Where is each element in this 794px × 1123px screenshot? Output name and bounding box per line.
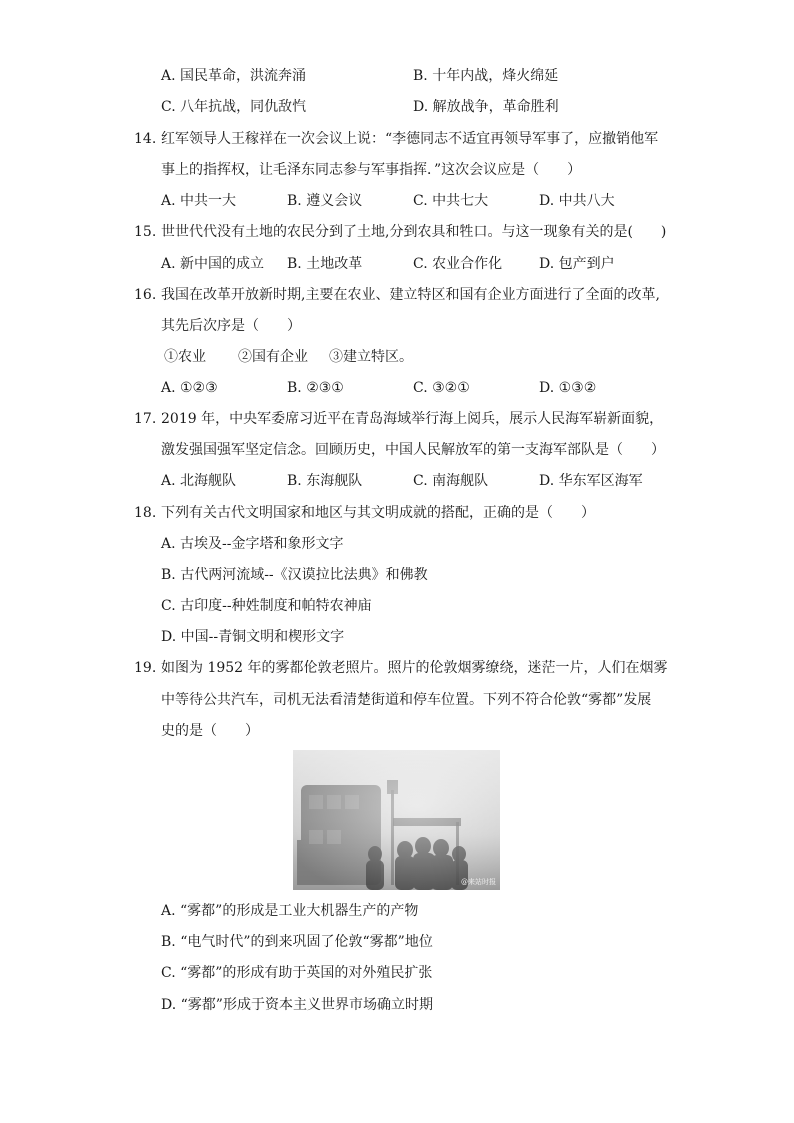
q19-option-c[interactable]: C. “雾都”的形成有助于英国的对外殖民扩张 xyxy=(161,965,433,981)
q13-option-d[interactable]: D. 解放战争，革命胜利 xyxy=(413,99,559,115)
q13-option-b[interactable]: B. 十年内战，烽火绵延 xyxy=(413,68,559,84)
q19-number: 19. xyxy=(134,660,157,676)
london-fog-photo xyxy=(293,750,500,890)
q17-option-b[interactable]: B. 东海舰队 xyxy=(287,473,363,489)
q14-option-b[interactable]: B. 遵义会议 xyxy=(287,193,363,209)
q16-item-1: ①农业 xyxy=(164,349,206,365)
q14-option-c[interactable]: C. 中共七大 xyxy=(413,193,489,209)
q18-option-c[interactable]: C. 古印度--种姓制度和帕特农神庙 xyxy=(161,598,372,614)
q19-option-a[interactable]: A. “雾都”的形成是工业大机器生产的产物 xyxy=(161,903,419,919)
q18-number: 18. xyxy=(134,505,157,521)
q14-stem-line-1: 红军领导人王稼祥在一次会议上说：“李德同志不适宜再领导军事了，应撤销他军 xyxy=(161,131,659,147)
q19-option-d[interactable]: D. “雾都”形成于资本主义世界市场确立时期 xyxy=(161,997,433,1013)
q19-stem-line-1: 如图为 1952 年的雾都伦敦老照片。照片的伦敦烟雾缭绕，迷茫一片，人们在烟雾 xyxy=(161,660,668,676)
q17-stem-line-1: 2019 年，中央军委席习近平在青岛海域举行海上阅兵，展示人民海军崭新面貌， xyxy=(161,411,664,427)
q13-option-a[interactable]: A. 国民革命，洪流奔涌 xyxy=(161,68,307,84)
q16-option-a[interactable]: A. ①②③ xyxy=(161,380,218,396)
q16-option-c[interactable]: C. ③②① xyxy=(413,380,470,396)
q17-option-a[interactable]: A. 北海舰队 xyxy=(161,473,237,489)
q16-stem-line-1: 我国在改革开放新时期,主要在农业、建立特区和国有企业方面进行了全面的改革, xyxy=(161,287,660,303)
q15-stem-line-1: 世世代代没有土地的农民分到了土地,分到农具和牲口。与这一现象有关的是( ) xyxy=(161,224,667,240)
q15-option-d[interactable]: D. 包产到户 xyxy=(539,256,615,272)
q15-option-a[interactable]: A. 新中国的成立 xyxy=(161,256,265,272)
q16-option-b[interactable]: B. ②③① xyxy=(287,380,344,396)
q13-option-c[interactable]: C. 八年抗战，同仇敌忾 xyxy=(161,99,307,115)
q16-item-2: ②国有企业 xyxy=(238,349,308,365)
q16-item-3: ③建立特区。 xyxy=(329,349,413,365)
q18-option-a[interactable]: A. 古埃及--金字塔和象形文字 xyxy=(161,536,344,552)
q14-number: 14. xyxy=(134,131,157,147)
q18-option-b[interactable]: B. 古代两河流域--《汉谟拉比法典》和佛教 xyxy=(161,567,428,583)
q17-number: 17. xyxy=(134,411,157,427)
q19-stem-line-3: 史的是（ ） xyxy=(161,723,259,739)
q16-option-d[interactable]: D. ①③② xyxy=(539,380,597,396)
photo-credit: @来站时报 xyxy=(461,878,496,886)
q19-option-b[interactable]: B. “电气时代”的到来巩固了伦敦“雾都”地位 xyxy=(161,934,433,950)
q18-stem-line-1: 下列有关古代文明国家和地区与其文明成就的搭配，正确的是（ ） xyxy=(161,505,595,521)
q15-number: 15. xyxy=(134,224,157,240)
q14-stem-line-2: 事上的指挥权，让毛泽东同志参与军事指挥．”这次会议应是（ ） xyxy=(161,162,582,178)
q15-option-b[interactable]: B. 土地改革 xyxy=(287,256,363,272)
q14-option-a[interactable]: A. 中共一大 xyxy=(161,193,237,209)
q17-option-d[interactable]: D. 华东军区海军 xyxy=(539,473,643,489)
q16-stem-line-2: 其先后次序是（ ） xyxy=(161,318,301,334)
q18-option-d[interactable]: D. 中国--青铜文明和楔形文字 xyxy=(161,629,345,645)
q14-option-d[interactable]: D. 中共八大 xyxy=(539,193,615,209)
q17-stem-line-2: 激发强国强军坚定信念。回顾历史，中国人民解放军的第一支海军部队是（ ） xyxy=(161,442,665,458)
q15-option-c[interactable]: C. 农业合作化 xyxy=(413,256,503,272)
q17-option-c[interactable]: C. 南海舰队 xyxy=(413,473,489,489)
q16-number: 16. xyxy=(134,287,157,303)
q19-stem-line-2: 中等待公共汽车，司机无法看清楚街道和停车位置。下列不符合伦敦“雾都”发展 xyxy=(161,692,652,708)
